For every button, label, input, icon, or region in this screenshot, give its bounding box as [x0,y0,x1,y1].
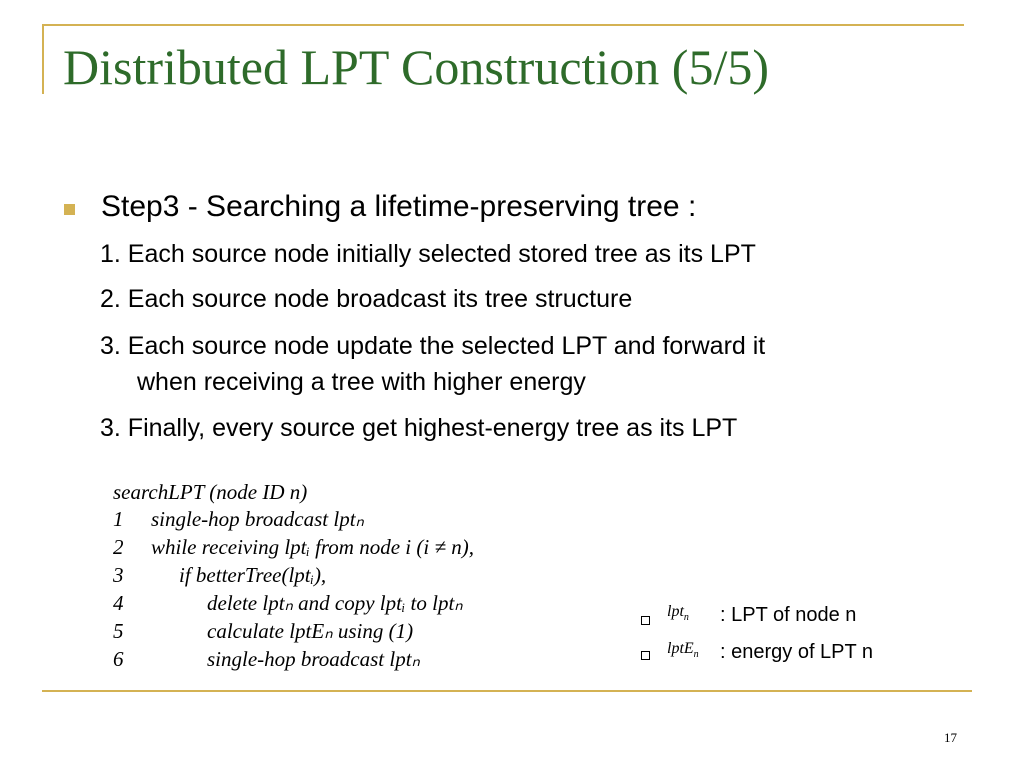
line-code: while receiving lptᵢ from node i (i ≠ n), [151,535,474,559]
line-number: 2 [113,535,124,559]
algorithm-header: searchLPT (node ID n) [113,480,308,504]
step-heading: Step3 - Searching a lifetime-preserving tree : [101,190,697,223]
legend-symbol-lpten: lptE$_n$ [667,640,699,661]
hollow-square-bullet-icon [641,651,650,660]
frame-bottom-line [42,690,972,692]
frame-left-line [42,24,44,94]
line-number: 4 [113,591,124,615]
algorithm-line [105,563,585,589]
line-number: 5 [113,619,124,643]
algorithm-line [105,591,585,617]
line-code: if betterTree(lptᵢ), [179,563,327,587]
step-item-2: 2. Each source node broadcast its tree structure [100,285,633,313]
square-bullet-icon [64,204,75,215]
line-code: calculate lptEₙ using (1) [207,619,414,643]
line-code: single-hop broadcast lptₙ [151,507,364,531]
line-number: 3 [113,563,124,587]
step-item-1: 1. Each source node initially selected stored tree as its LPT [100,240,756,268]
algorithm-line [105,507,585,533]
legend-symbol-lptn: lpt$_n$ [667,603,689,624]
line-number: 6 [113,647,124,671]
line-number: 1 [113,507,124,531]
hollow-square-bullet-icon [641,616,650,625]
step-item-3-continuation: when receiving a tree with higher energy [137,368,586,396]
line-code: single-hop broadcast lptₙ [207,647,420,671]
legend-text-lpten: : energy of LPT n [720,641,874,663]
algorithm-line [105,535,585,561]
frame-top-line [42,24,964,26]
legend-text-lptn: : LPT of node n [720,604,857,626]
line-code: delete lptₙ and copy lptᵢ to lptₙ [207,591,463,615]
slide-title: Distributed LPT Construction (5/5) [63,39,769,95]
page-number: 17 [944,730,957,745]
step-item-3: 3. Each source node update the selected LPT and forward it [100,332,766,360]
step-item-4: 3. Finally, every source get highest-energy tree as its LPT [100,414,738,442]
algorithm-figure [105,476,585,691]
algorithm-line [105,647,585,673]
algorithm-line [105,619,585,645]
